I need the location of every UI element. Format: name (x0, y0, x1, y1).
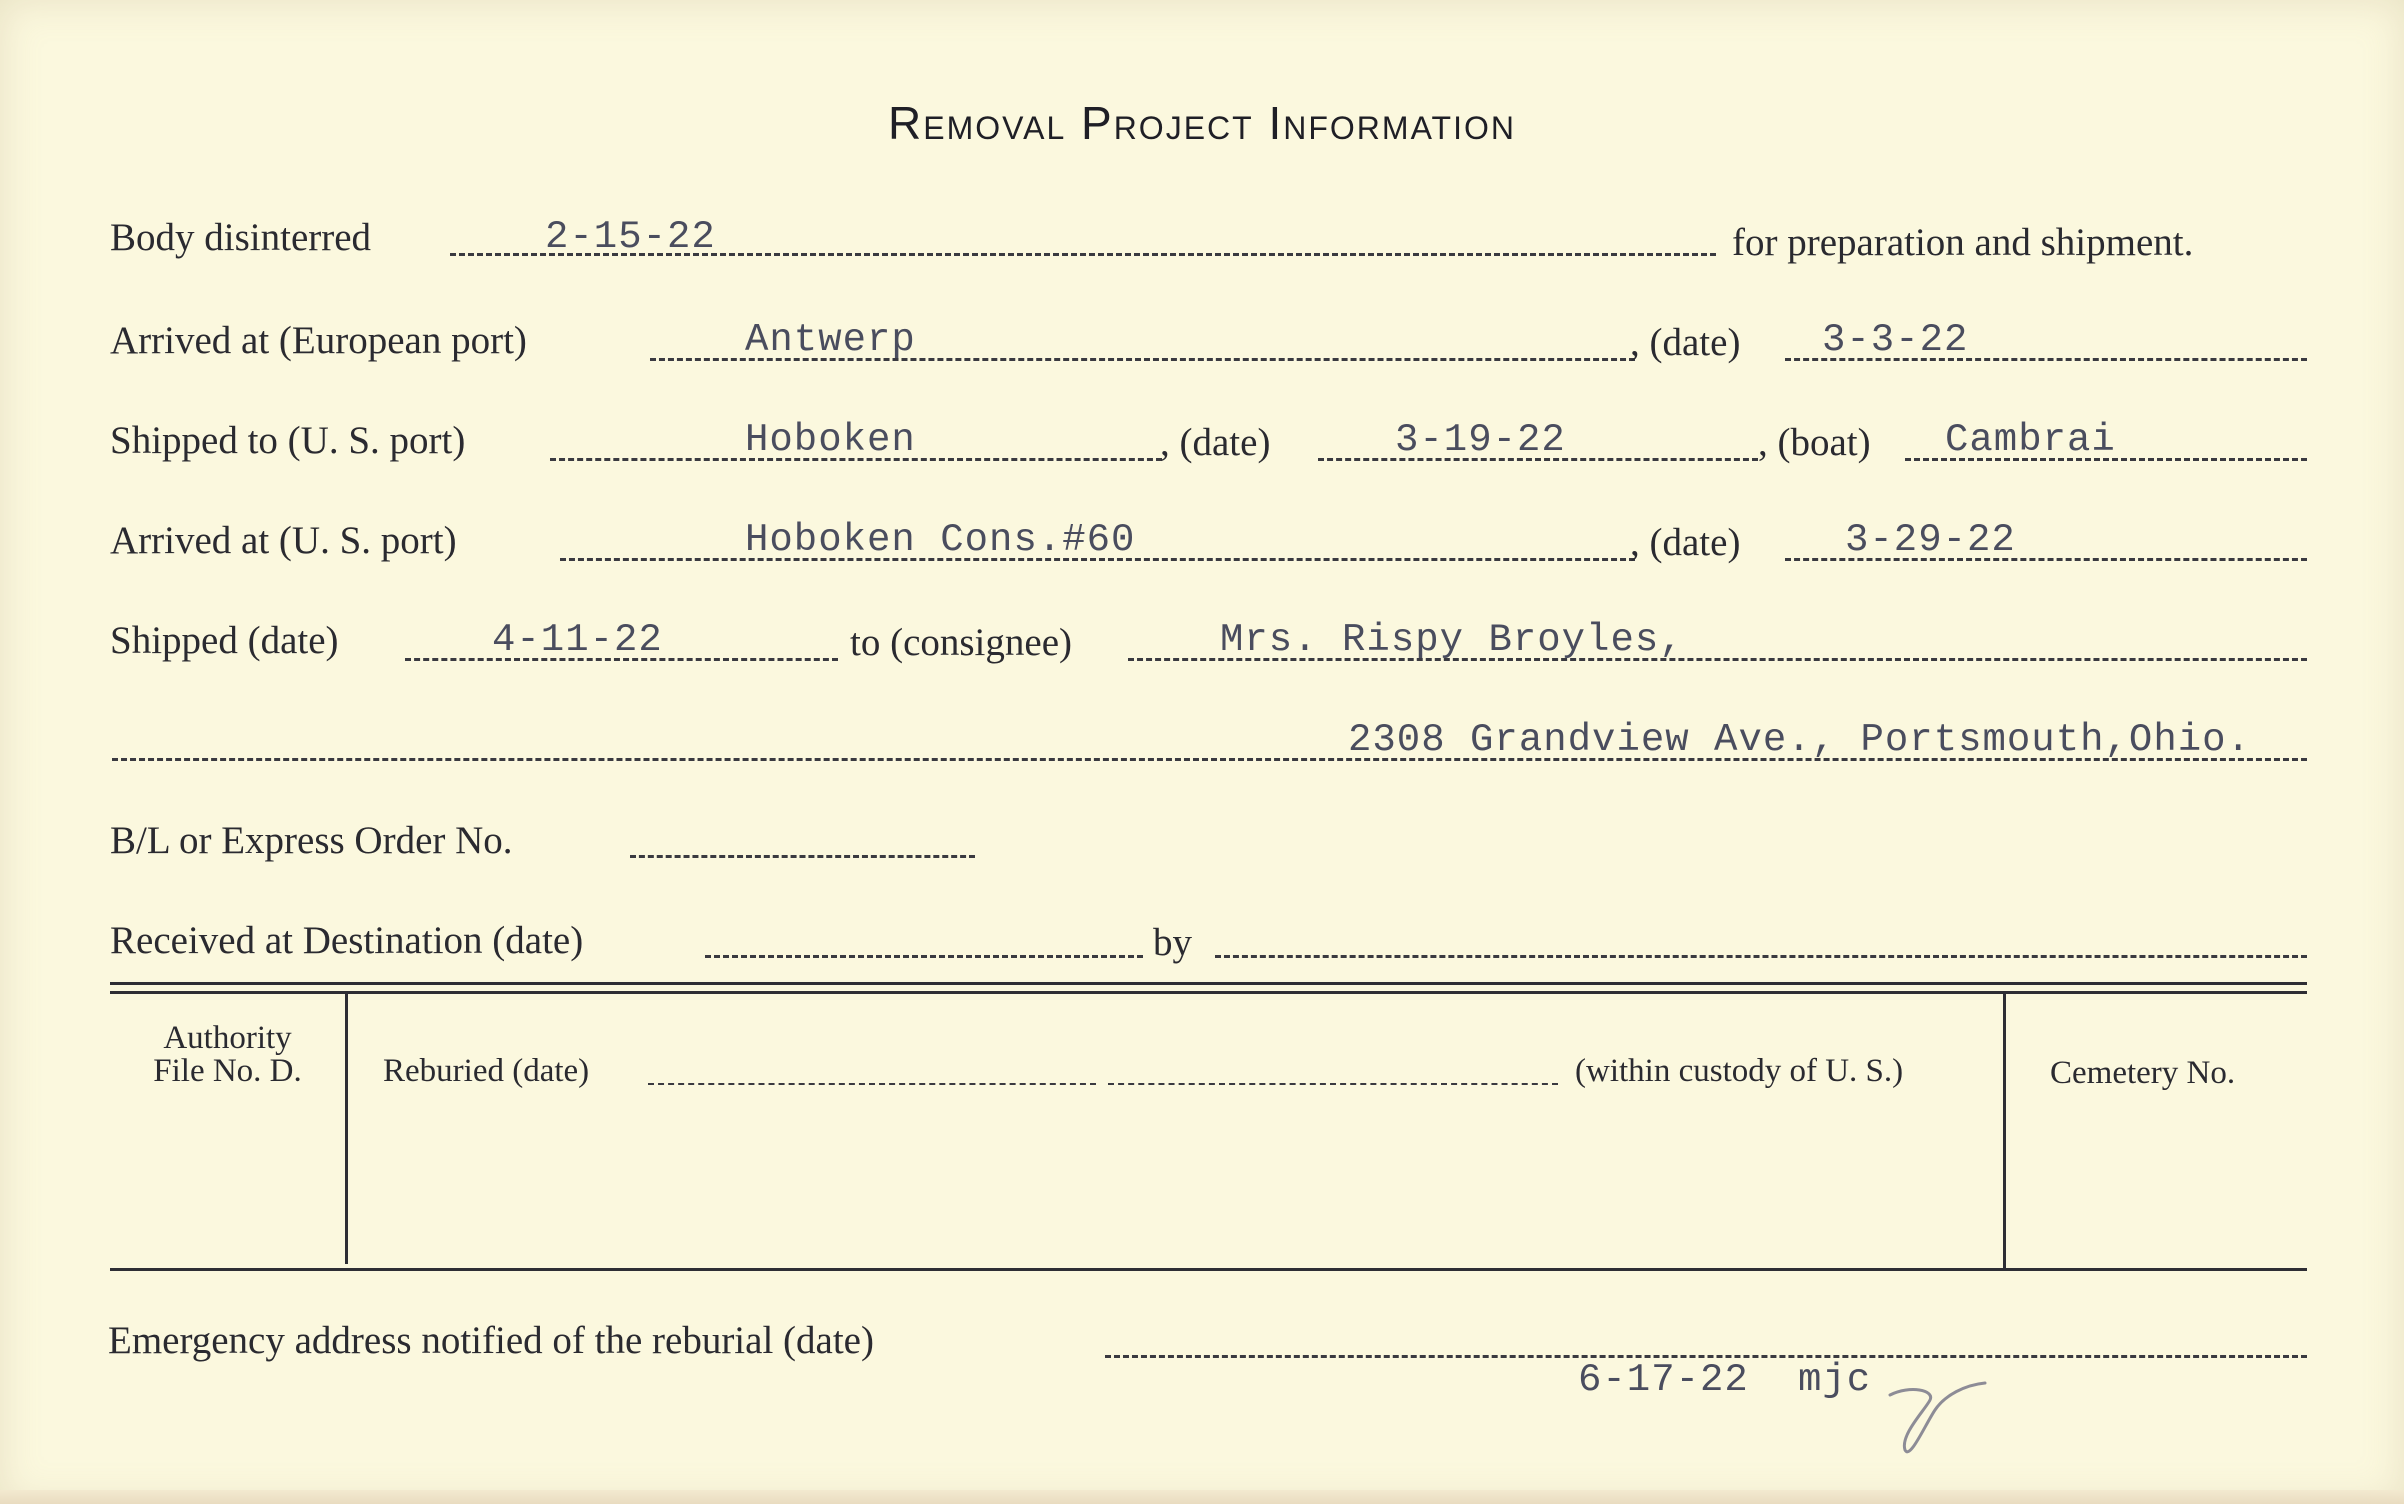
card-title: Removal Project Information (888, 97, 1516, 149)
arrived-europe-date-label: , (date) (1630, 321, 1741, 364)
arrived-us-date: 3-29-22 (1845, 518, 2016, 562)
received-by-label: by (1153, 921, 1192, 964)
reburied-line-1 (648, 1083, 1096, 1085)
emergency-initials: mjc (1798, 1358, 1872, 1402)
reburied-line-2 (1108, 1083, 1558, 1085)
shipped-us-label: Shipped to (U. S. port) (110, 419, 466, 462)
emergency-date: 6-17-22 (1578, 1358, 1749, 1402)
arrived-europe-port: Antwerp (745, 318, 916, 362)
bl-line (630, 855, 975, 858)
consignee-name: Mrs. Rispy Broyles, (1220, 618, 1684, 662)
disinterred-label: Body disinterred (110, 216, 372, 259)
box-divider-right (2003, 994, 2006, 1270)
shipped-us-date: 3-19-22 (1395, 418, 1566, 462)
cemetery-label: Cemetery No. (2050, 1055, 2236, 1091)
shipped-us-boat: Cambrai (1945, 418, 2116, 462)
file-no-label: File No. D. (153, 1053, 302, 1089)
arrived-us-port: Hoboken Cons.#60 (745, 518, 1136, 562)
shipped-date-label: Shipped (date) (110, 619, 339, 662)
shipped-date: 4-11-22 (492, 618, 663, 662)
box-bottom-rule (110, 1268, 2307, 1271)
box-top-rule (110, 982, 2307, 985)
pencil-mark-icon (1880, 1365, 2000, 1465)
shipped-us-boat-label: , (boat) (1758, 421, 1871, 464)
box-divider-left (345, 994, 348, 1264)
disinterred-suffix: for preparation and shipment. (1732, 221, 2194, 264)
disinterred-date: 2-15-22 (545, 215, 716, 259)
consignee-label: to (consignee) (850, 621, 1073, 664)
emergency-label: Emergency address notified of the reburial (date) (108, 1319, 874, 1362)
bl-label: B/L or Express Order No. (110, 819, 513, 862)
custody-label: (within custody of U. S.) (1575, 1053, 1904, 1089)
arrived-europe-label: Arrived at (European port) (110, 319, 527, 362)
consignee-address: 2308 Grandview Ave., Portsmouth,Ohio. (1348, 718, 2251, 762)
arrived-us-label: Arrived at (U. S. port) (110, 519, 457, 562)
received-by-line (1215, 955, 2307, 958)
reburied-label: Reburied (date) (383, 1053, 590, 1089)
received-date-line (705, 955, 1143, 958)
box-top-rule-2 (110, 991, 2307, 994)
shipped-us-date-label: , (date) (1160, 421, 1271, 464)
shipped-us-port: Hoboken (745, 418, 916, 462)
received-label: Received at Destination (date) (110, 919, 584, 962)
arrived-us-date-label: , (date) (1630, 521, 1741, 564)
arrived-europe-date: 3-3-22 (1822, 318, 1969, 362)
authority-label: Authority (163, 1020, 292, 1056)
